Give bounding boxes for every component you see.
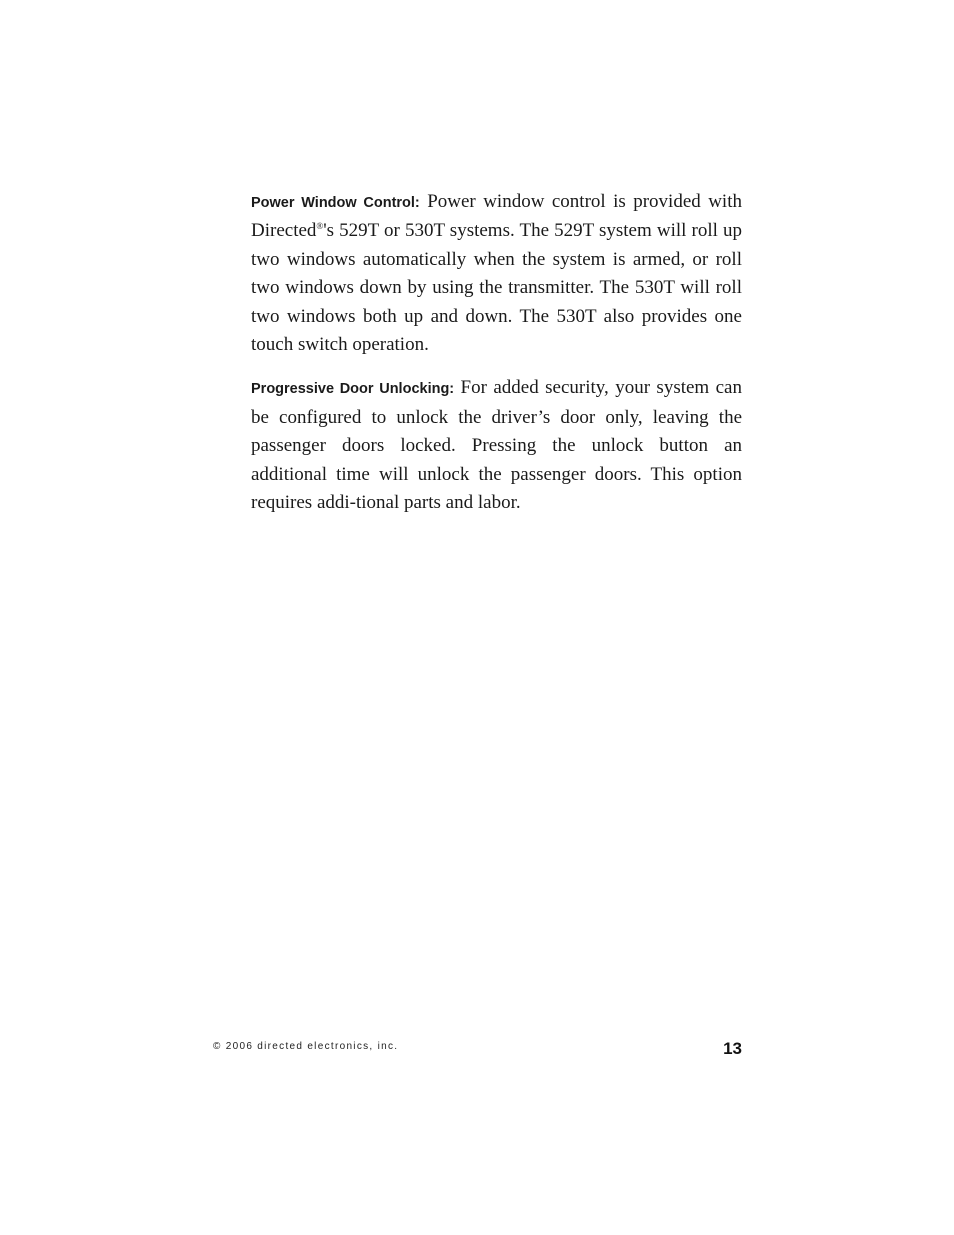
registered-mark: ® xyxy=(316,221,324,232)
power-window-heading: Power Window Control: xyxy=(251,195,420,211)
door-unlocking-paragraph xyxy=(251,374,742,517)
power-window-paragraph xyxy=(251,188,742,359)
door-unlocking-heading: Progressive Door Unlocking: xyxy=(251,381,455,398)
page-number: 13 xyxy=(723,1039,742,1058)
copyright-notice: © 2006 directed electronics, inc. xyxy=(213,1041,399,1052)
door-unlocking-text: For added security, your system can be configured to unlock the driver’s door only, leaving the passenger doors locked. Pressing the unlock button an additional time will unlock the passenger doors. This option requires addi-tional parts and labor. xyxy=(251,377,742,514)
power-window-text-end: 's 529T or 530T systems. The 529T system will roll up two windows automatically when the system is armed, or roll two windows down by using the transmitter. The 530T will roll two windows both up and down. The 530T also provides one touch switch operation. xyxy=(251,220,742,356)
power-window-text-start: Power window control is provided with Directed xyxy=(251,191,742,242)
page-content xyxy=(251,188,742,532)
